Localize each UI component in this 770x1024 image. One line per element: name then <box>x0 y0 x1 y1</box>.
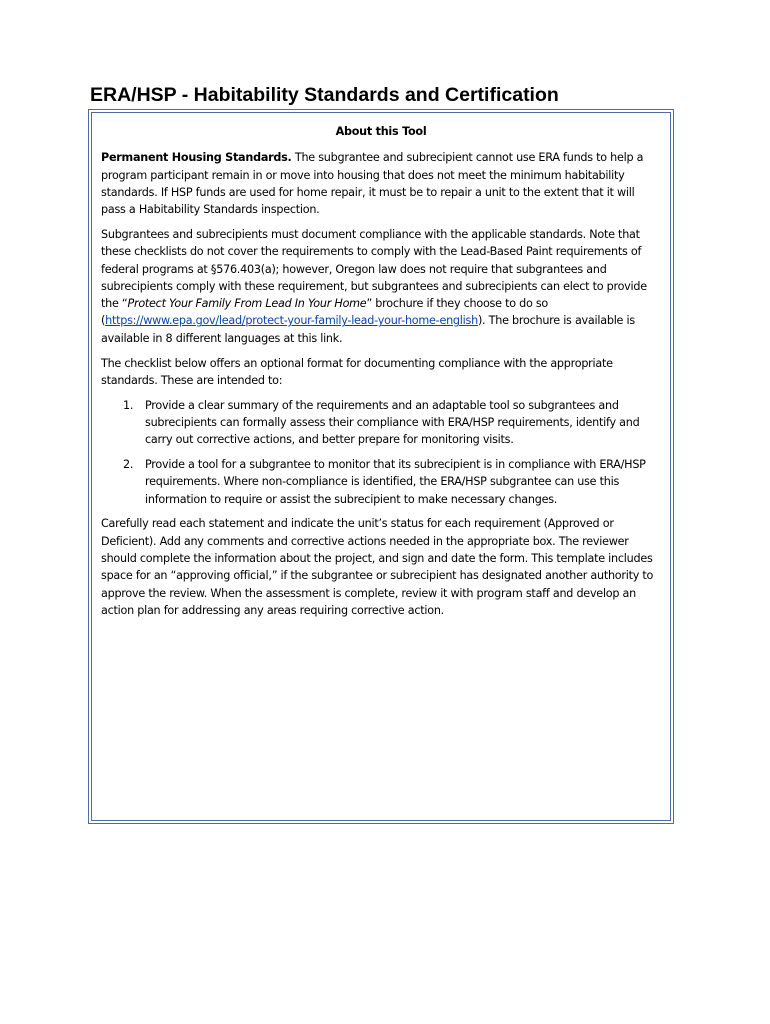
list-item-number: 2. <box>123 458 134 472</box>
checklist-intro-paragraph: The checklist below offers an optional format for documenting compliance with the appropriate standards. These are intended to: <box>101 356 613 387</box>
list-item-text: Provide a clear summary of the requirements and an adaptable tool so subgrantees and subrecipients can formally assess their compliance with ERA/HSP requirements, identify and carry out corrective actions, and better prepare for monitoring visits. <box>145 398 640 447</box>
lead-paint-text-after: ). The brochure is available is available in 8 different languages at this link. <box>101 314 635 345</box>
lead-paint-text-middle: ” brochure if they choose to do so ( <box>101 297 549 328</box>
list-item-number: 1. <box>123 398 134 412</box>
epa-brochure-link[interactable]: https://www.epa.gov/lead/protect-your-family-lead-your-home-english <box>105 314 478 328</box>
page-title: ERA/HSP - Habitability Standards and Certification <box>90 84 559 106</box>
lead-paint-text-before: Subgrantees and subrecipients must document compliance with the applicable standards. Note that these checklists do not cover the requirements to comply with the Lead-Based Paint requirements of federal programs at §576.403(a); however, Oregon law does not require that subgrantees and subrecipients comply with these requirement, but subgrantees and subrecipients can elect to provide the “ <box>101 227 647 311</box>
permanent-housing-lead: Permanent Housing Standards. <box>101 151 292 165</box>
about-tool-box <box>88 109 674 824</box>
permanent-housing-text: The subgrantee and subrecipient cannot use ERA funds to help a program participant remain in or move into housing that does not meet the minimum habitability standards. If HSP funds are used for home repair, it must be to repair a unit to the extent that it will pass a Habitability Standards inspection. <box>101 151 644 217</box>
list-item <box>101 397 661 449</box>
permanent-housing-paragraph <box>101 149 661 218</box>
list-item <box>101 456 661 508</box>
lead-paint-paragraph <box>101 226 661 347</box>
instructions-paragraph: Carefully read each statement and indicate the unit’s status for each requirement (Approved or Deficient). Add any comments and corrective actions needed in the appropriate box. The reviewer should complete the information about the project, and sign and date the form. This template includes space for an “approving official,” if the subgrantee or subrecipient has designated another authority to approve the review. When the assessment is complete, review it with program staff and develop an action plan for addressing any areas requiring corrective action. <box>101 517 654 617</box>
brochure-title: Protect Your Family From Lead In Your Home <box>127 297 367 311</box>
purpose-list <box>101 397 661 508</box>
box-heading: About this Tool <box>335 125 427 138</box>
list-item-text: Provide a tool for a subgrantee to monitor that its subrecipient is in compliance with ERA/HSP requirements. Where non-compliance is identified, the ERA/HSP subgrantee can use this information to require or assist the subrecipient to make necessary changes. <box>145 458 646 506</box>
